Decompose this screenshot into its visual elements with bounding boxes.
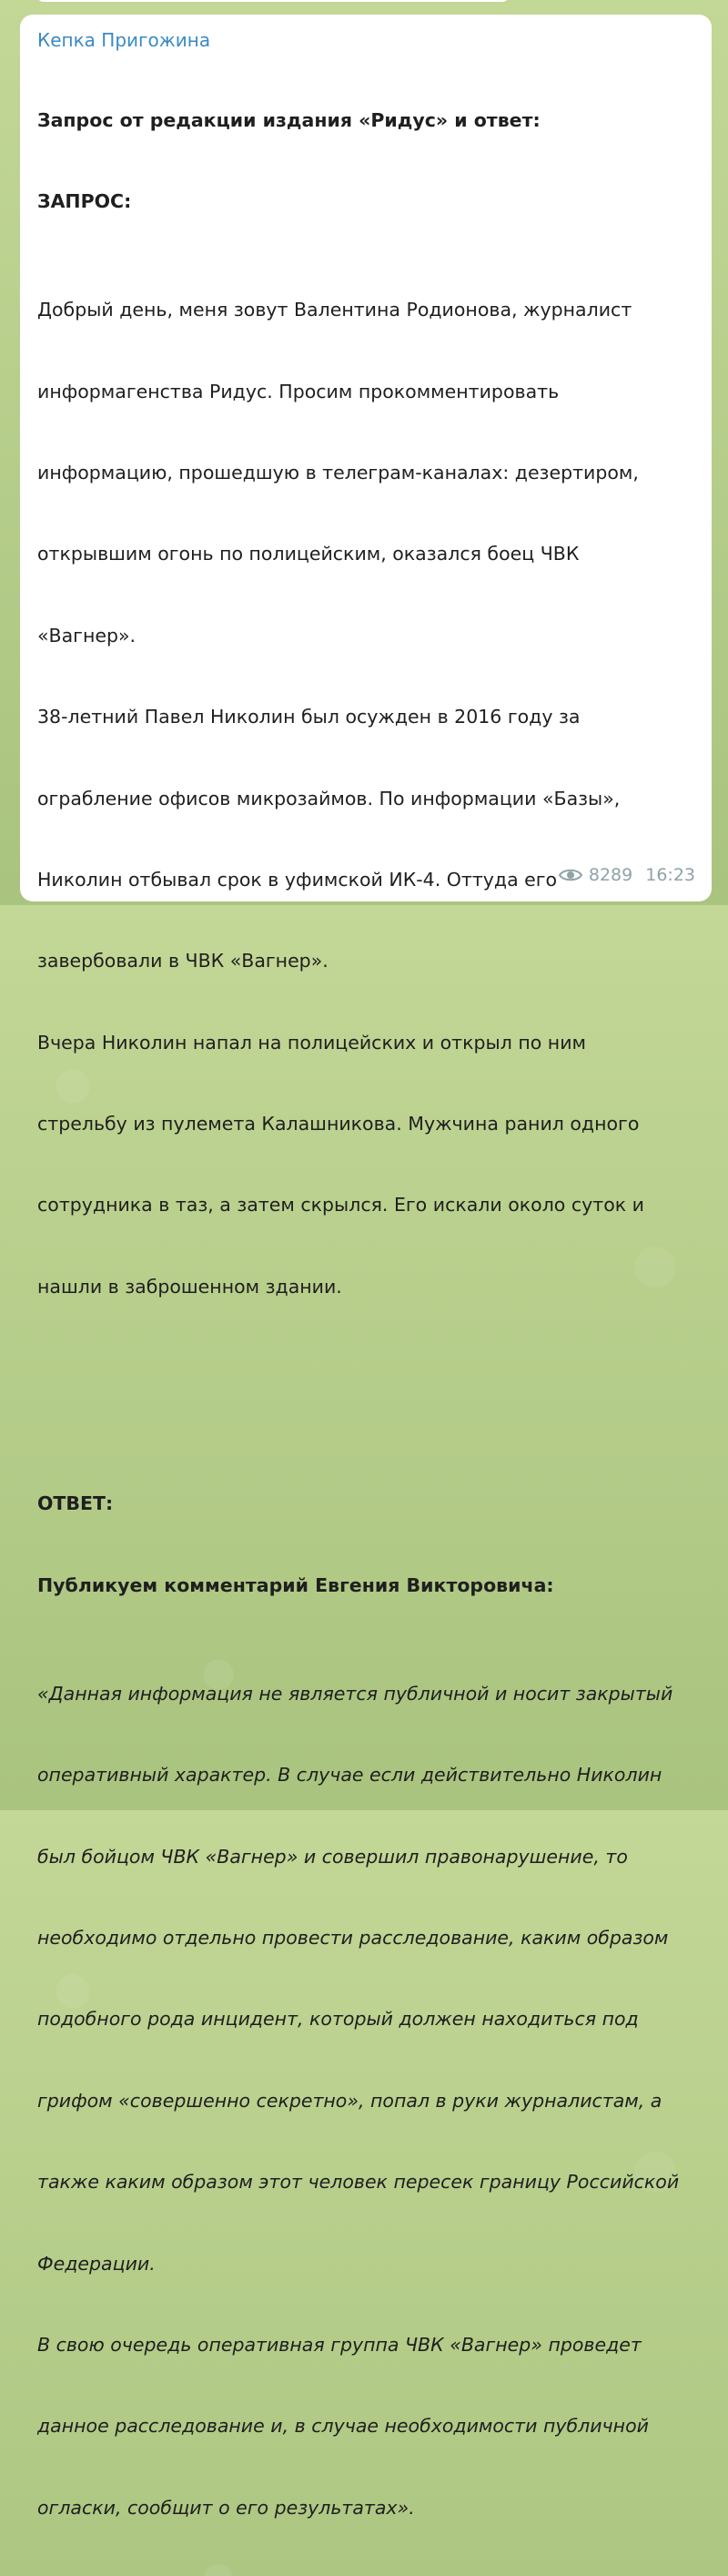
previous-message-edge — [36, 0, 510, 2]
answer-line: Федерации. — [37, 2252, 156, 2275]
request-line: завербовали в ЧВК «Вагнер». — [37, 950, 329, 972]
answer-line: оперативный характер. В случае если действительно Николин — [37, 1764, 662, 1787]
answer-line: также каким образом этот человек пересек границу Российской — [37, 2171, 680, 2194]
request-line: «Вагнер». — [37, 624, 136, 647]
request-line: стрельбу из пулемета Калашникова. Мужчина ранил одного — [37, 1113, 640, 1135]
request-line: сотрудника в таз, а затем скрылся. Его искали около суток и — [37, 1194, 644, 1217]
request-line: Николин отбывал срок в уфимской ИК-4. Оттуда его — [37, 868, 558, 891]
message-time: 16:23 — [645, 865, 695, 885]
request-line: Вчера Николин напал на полицейских и открыл по ним — [37, 1031, 586, 1054]
answer-line: подобного рода инцидент, который должен находиться под — [37, 2008, 639, 2031]
answer-line: необходимо отдельно провести расследование, каким образом — [37, 1926, 669, 1949]
request-line: 38-летний Павел Николин был осужден в 2016 году за — [37, 706, 581, 728]
request-line: информагенства Ридус. Просим прокомментировать — [37, 380, 560, 402]
answer-line: В свою очередь оперативная группа ЧВК «Вагнер» проведет — [37, 2333, 642, 2356]
answer-line: данное расследование и, в случае необходимости публичной — [37, 2415, 649, 2438]
message-text — [37, 53, 695, 2576]
view-count: 8289 — [588, 865, 633, 885]
answer-line: «Данная информация не является публичной и носит закрытый — [37, 1682, 673, 1705]
request-line: информацию, прошедшую в телеграм-каналах: дезертиром, — [37, 461, 639, 484]
message-meta — [559, 865, 695, 885]
request-line: открывшим огонь по полицейским, оказался боец ЧВК — [37, 543, 580, 565]
request-label: ЗАПРОС: — [37, 189, 132, 212]
request-title: Запрос от редакции издания «Ридус» и ответ: — [37, 108, 541, 131]
message-bubble[interactable] — [20, 15, 712, 2519]
channel-name[interactable]: Кепка Пригожина — [37, 29, 211, 51]
request-line: Добрый день, меня зовут Валентина Родионова, журналист — [37, 299, 632, 321]
request-line: ограбление офисов микрозаймов. По информации «Базы», — [37, 787, 621, 809]
request-line: нашли в заброшенном здании. — [37, 1275, 342, 1298]
answer-line: грифом «совершенно секретно», попал в руки журналистам, а — [37, 2089, 662, 2112]
paragraph-spacer — [37, 1382, 695, 1410]
answer-intro: Публикуем комментарий Евгения Викторовича: — [37, 1573, 554, 1596]
answer-line: был бойцом ЧВК «Вагнер» и совершил правонарушение, то — [37, 1845, 628, 1868]
answer-label: ОТВЕТ: — [37, 1492, 114, 1515]
answer-line: огласки, сообщит о его результатах». — [37, 2496, 415, 2519]
eye-icon — [559, 867, 582, 883]
